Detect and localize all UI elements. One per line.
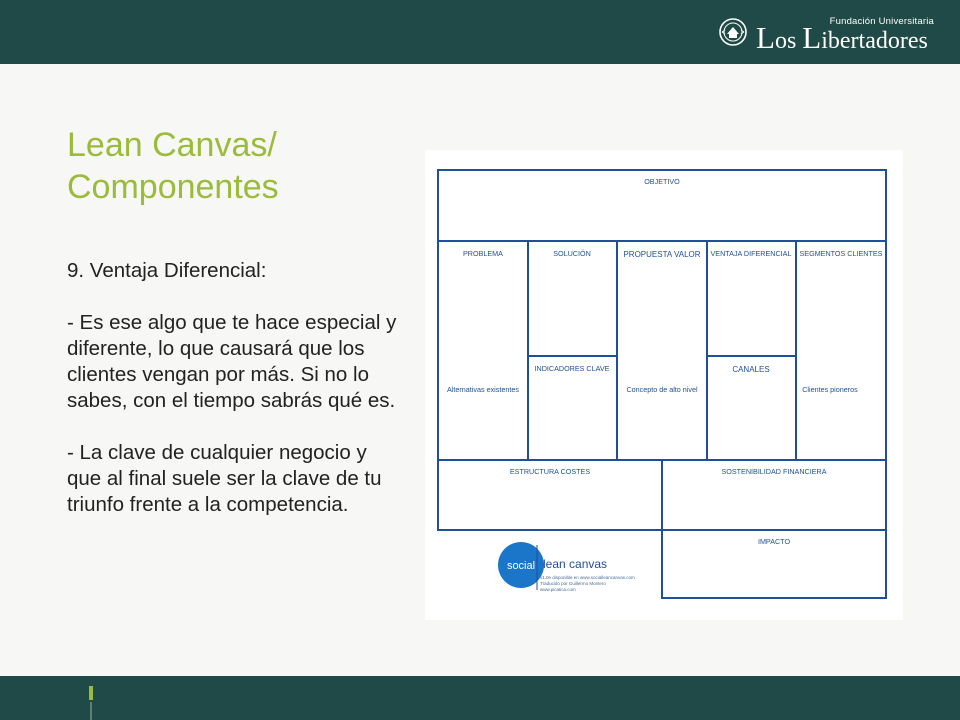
slide-body	[67, 258, 397, 518]
logo-lean-canvas: lean canvas	[543, 557, 608, 571]
bullet-2: - La clave de cualquier negocio y que al final suele ser la clave de tu triunfo frente a la competencia.	[67, 441, 382, 516]
logo-word-os: os	[774, 28, 803, 54]
credit-3: www.picatica.com	[540, 587, 576, 592]
social-lean-canvas-logo	[498, 542, 635, 592]
box-segmentos	[796, 241, 886, 460]
label-problema: PROBLEMA	[463, 249, 503, 258]
label-solucion: SOLUCIÓN	[553, 249, 591, 258]
label-indicadores: INDICADORES CLAVE	[534, 364, 610, 373]
label-objetivo: OBJETIVO	[644, 177, 680, 186]
label-ventaja: VENTAJA DIFERENCIAL	[710, 249, 792, 258]
logo-social: social	[506, 560, 536, 572]
logo-letter-l: L	[756, 20, 775, 55]
bullet-1: - Es ese algo que te hace especial y diferente, lo que causará que los clientes vengan por más. Si no lo sabes, con el tiempo sabrás qué es.	[67, 311, 397, 412]
label-estructura: ESTRUCTURA COSTES	[509, 467, 591, 476]
title-line-2: Componentes	[67, 168, 279, 206]
box-ventaja	[707, 241, 796, 356]
section-heading: 9. Ventaja Diferencial:	[67, 259, 267, 282]
credit-1: v1.0e disponible en www.socialleancanvas.com	[540, 575, 635, 580]
label-alternativas: Alternativas existentes	[447, 385, 519, 394]
box-solucion	[528, 241, 617, 356]
seal-icon	[718, 17, 748, 47]
logo-subtitle: Fundación Universitaria	[829, 16, 934, 27]
box-problema	[438, 241, 528, 460]
logo-word-ibertadores: ibertadores	[821, 28, 928, 54]
logo-letter-l2: L	[802, 20, 822, 55]
title-line-1: Lean Canvas/	[67, 126, 277, 164]
university-logo	[718, 10, 934, 54]
footer-bar	[0, 676, 960, 720]
credit-2: Traducido por Guillermo Montero	[540, 581, 606, 586]
header-bar	[0, 0, 960, 64]
footer-accent-mark	[89, 686, 93, 700]
label-sostenibilidad: SOSTENIBILIDAD FINANCIERA	[721, 467, 827, 476]
slide-title	[67, 124, 407, 208]
label-impacto: IMPACTO	[757, 537, 791, 546]
label-canales: CANALES	[732, 365, 770, 374]
label-pioneros: Clientes pioneros	[802, 385, 858, 394]
label-propuesta: PROPUESTA VALOR	[623, 250, 701, 259]
label-segmentos: SEGMENTOS CLIENTES	[799, 249, 883, 258]
lean-canvas-image	[425, 150, 903, 620]
box-propuesta	[617, 241, 707, 460]
label-concepto: Concepto de alto nivel	[626, 385, 698, 394]
footer-accent-line	[90, 702, 92, 720]
